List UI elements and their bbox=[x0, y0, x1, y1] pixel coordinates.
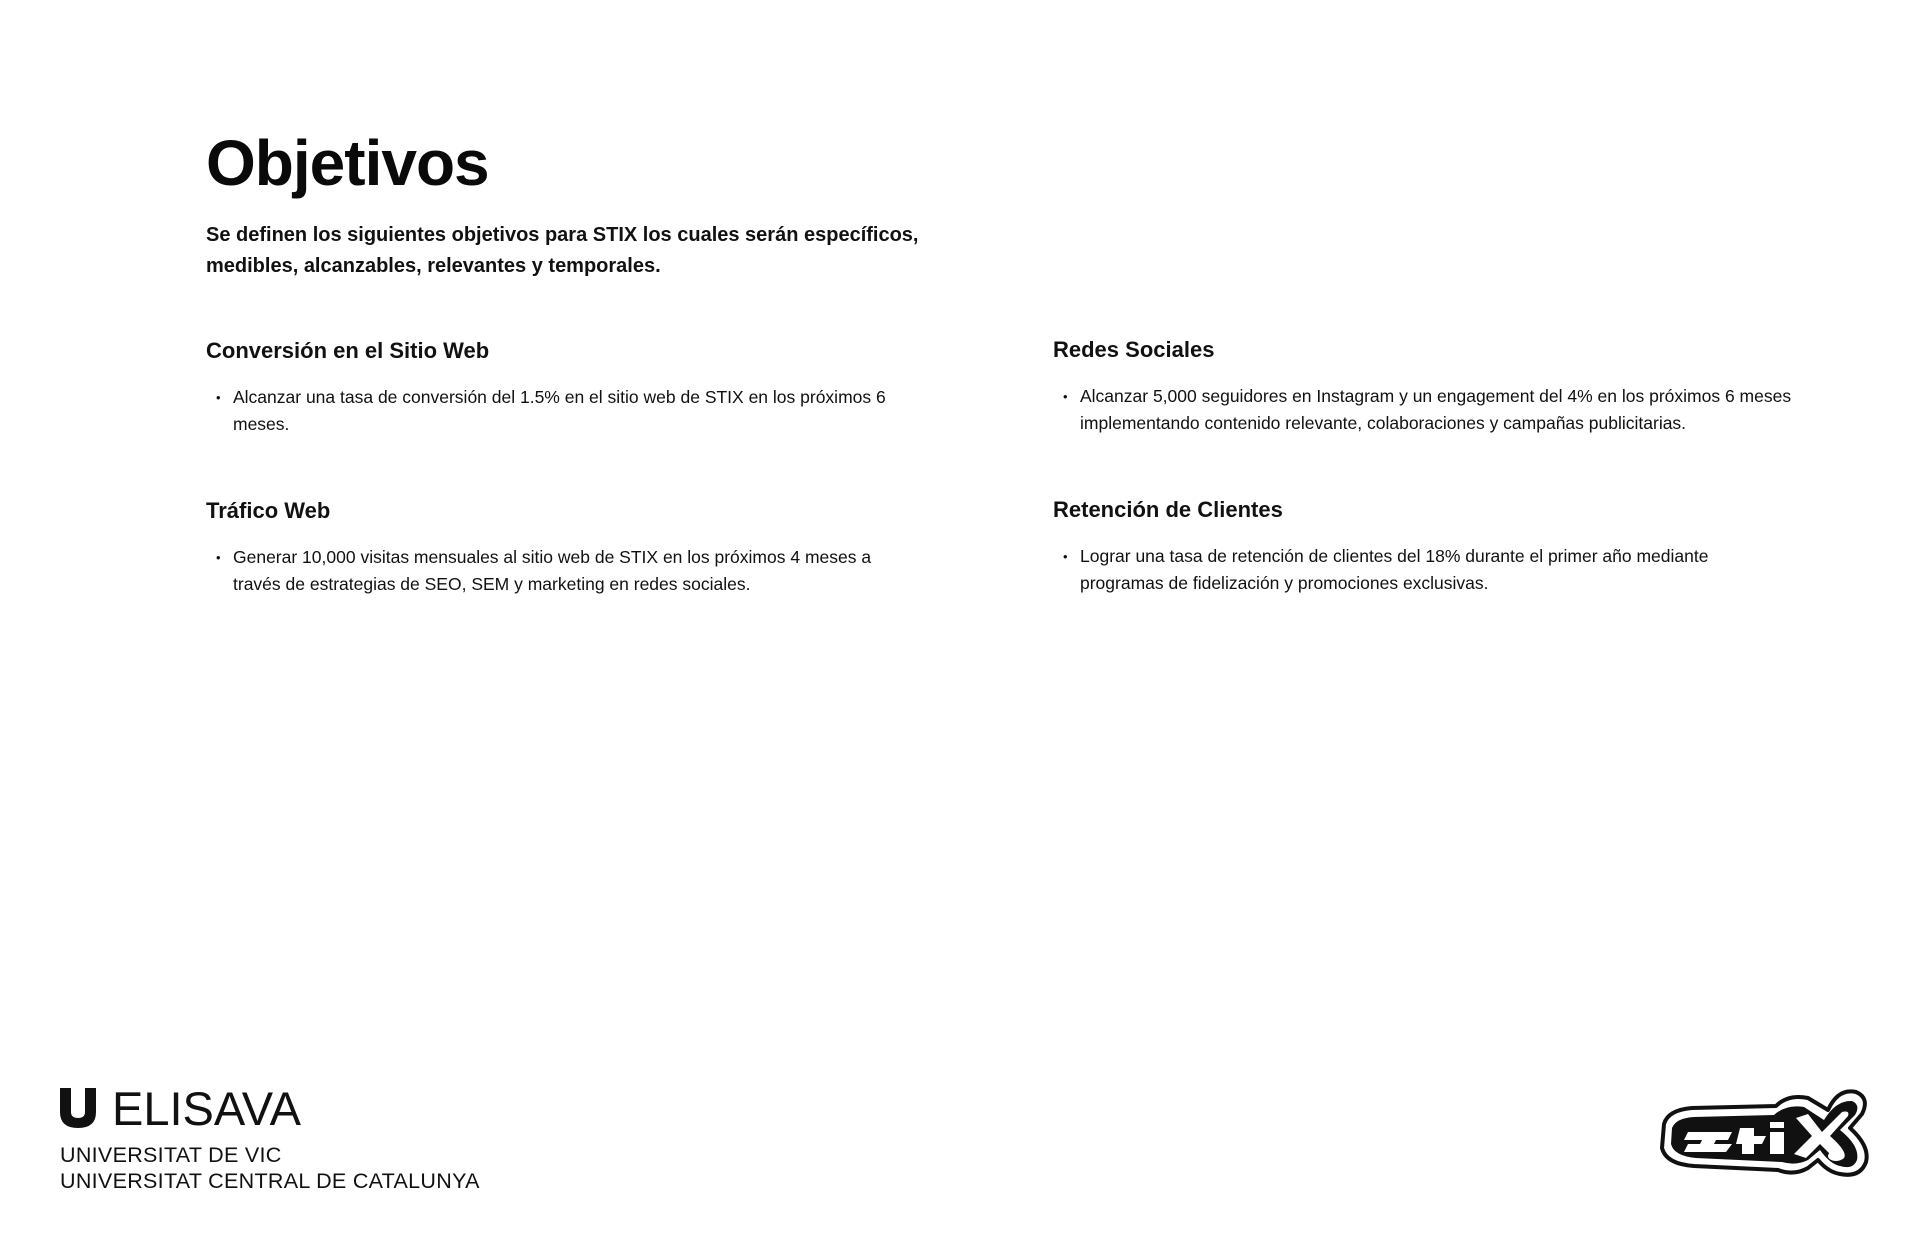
elisava-subline-2: UNIVERSITAT CENTRAL DE CATALUNYA bbox=[60, 1169, 480, 1193]
section-heading-social: Redes Sociales bbox=[1053, 337, 1215, 362]
section-heading-conversion: Conversión en el Sitio Web bbox=[206, 338, 490, 363]
stix-logo bbox=[1658, 1084, 1872, 1180]
list-item: • Lograr una tasa de retención de clientes del 18% durante el primer año mediante programas de fidelización y promociones exclusivas. bbox=[1053, 543, 1793, 597]
list-item: • Alcanzar 5,000 seguidores en Instagram y un engagement del 4% en los próximos 6 meses implementando contenido relevante, colaboraciones y campañas publicitarias. bbox=[1053, 383, 1793, 437]
elisava-brand-row bbox=[60, 1082, 480, 1134]
bullet-list bbox=[1053, 543, 1793, 597]
list-item: • Generar 10,000 visitas mensuales al sitio web de STIX en los próximos 4 meses a través de estrategias de SEO, SEM y marketing en redes sociales. bbox=[206, 544, 906, 598]
intro-paragraph: Se definen los siguientes objetivos para STIX los cuales serán específicos, medibles, alcanzables, relevantes y temporales. bbox=[206, 224, 919, 277]
elisava-logo bbox=[60, 1082, 480, 1194]
section-traffic bbox=[206, 497, 906, 598]
list-item: • Alcanzar una tasa de conversión del 1.5% en el sitio web de STIX en los próximos 6 meses. bbox=[206, 384, 906, 438]
section-retention bbox=[1053, 496, 1793, 597]
elisava-subline-1: UNIVERSITAT DE VIC bbox=[60, 1143, 282, 1167]
section-heading-traffic: Tráfico Web bbox=[206, 498, 331, 523]
u-shape-logo-icon bbox=[60, 1088, 96, 1128]
section-heading-retention: Retención de Clientes bbox=[1053, 497, 1283, 522]
section-social bbox=[1053, 336, 1793, 437]
page-title: Objetivos bbox=[206, 127, 489, 199]
bullet-list bbox=[206, 384, 906, 438]
bullet-list bbox=[1053, 383, 1793, 437]
section-conversion bbox=[206, 337, 906, 438]
bullet-list bbox=[206, 544, 906, 598]
elisava-name: ELISAVA bbox=[112, 1081, 301, 1135]
